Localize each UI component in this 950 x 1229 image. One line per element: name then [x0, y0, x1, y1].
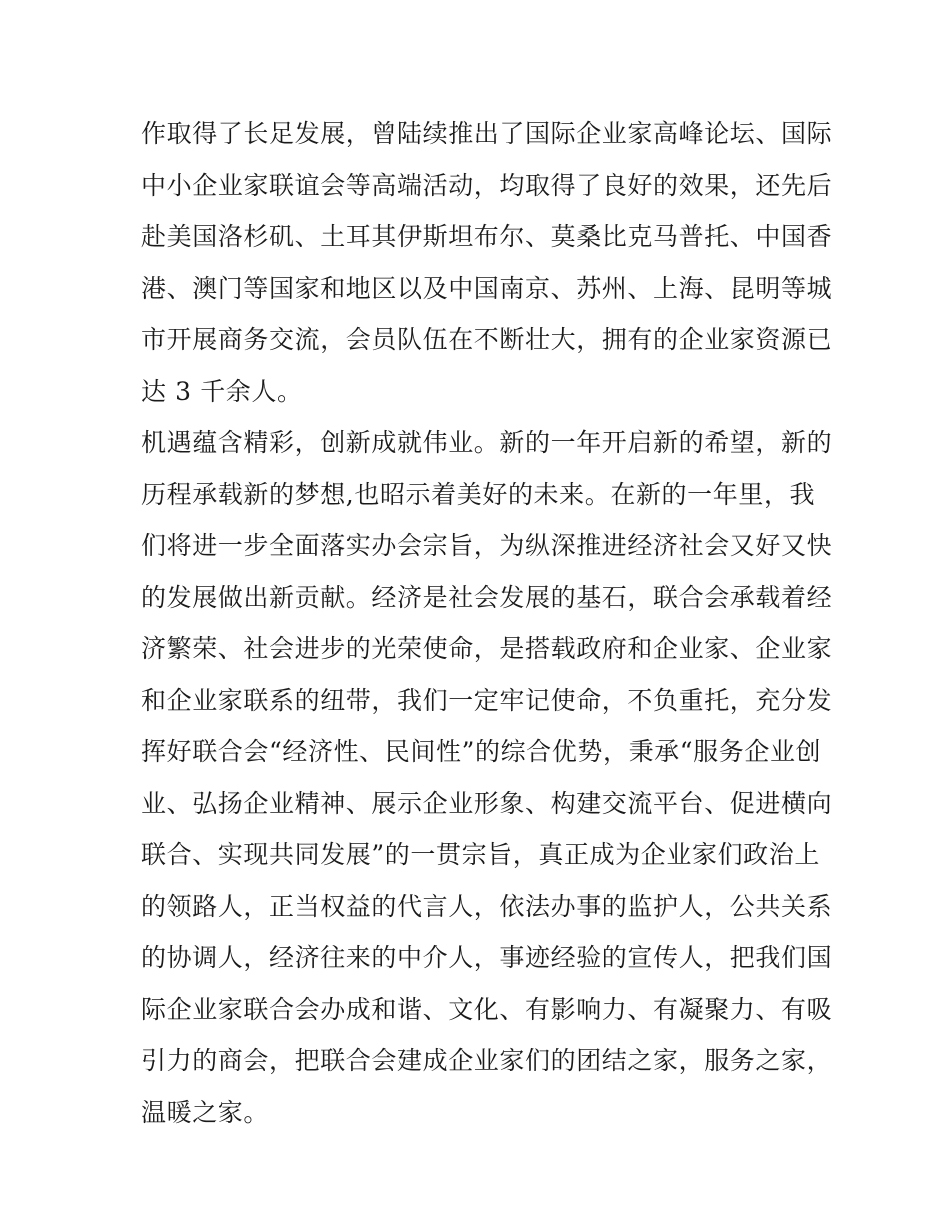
- text-line: 业、弘扬企业精神、展示企业形象、构建交流平台、促进横向: [141, 788, 833, 818]
- document-body: [141, 108, 833, 1138]
- text-line: 的发展做出新贡献。经济是社会发展的基石，联合会承载着经: [141, 582, 833, 612]
- text-line: 中小企业家联谊会等高端活动，均取得了良好的效果，还先后: [141, 170, 833, 200]
- text-line: 的领路人，正当权益的代言人，依法办事的监护人，公共关系: [141, 891, 833, 921]
- paragraph-2: [141, 417, 833, 1138]
- text-line: 赴美国洛杉矶、土耳其伊斯坦布尔、莫桑比克马普托、中国香: [141, 222, 833, 251]
- text-line: 济繁荣、社会进步的光荣使命，是搭载政府和企业家、企业家: [141, 634, 833, 663]
- text-line: 挥好联合会“经济性、民间性”的综合优势，秉承“服务企业创: [141, 737, 822, 766]
- text-line: 温暖之家。: [141, 1097, 270, 1127]
- text-line: 和企业家联系的纽带，我们一定牢记使命，不负重托，充分发: [141, 685, 833, 715]
- text-line: 市开展商务交流，会员队伍在不断壮大，拥有的企业家资源已: [141, 325, 833, 354]
- text-line: 历程承载新的梦想,也昭示着美好的未来。在新的一年里，我: [141, 479, 816, 509]
- text-line: 机遇蕴含精彩，创新成就伟业。新的一年开启新的希望，新的: [141, 428, 833, 457]
- text-line: 们将进一步全面落实办会宗旨，为纵深推进经济社会又好又快: [141, 531, 833, 560]
- paragraph-1: [141, 108, 833, 417]
- text-line: 达 3 千余人。: [141, 376, 303, 406]
- text-line: 引力的商会，把联合会建成企业家们的团结之家，服务之家，: [141, 1046, 833, 1075]
- text-line: 作取得了长足发展，曾陆续推出了国际企业家高峰论坛、国际: [141, 119, 833, 148]
- text-line: 联合、实现共同发展”的一贯宗旨，真正成为企业家们政治上: [141, 840, 820, 869]
- text-line: 际企业家联合会办成和谐、文化、有影响力、有凝聚力、有吸: [141, 994, 833, 1024]
- text-line: 港、澳门等国家和地区以及中国南京、苏州、上海、昆明等城: [141, 273, 833, 303]
- text-line: 的协调人，经济往来的中介人，事迹经验的宣传人，把我们国: [141, 943, 833, 972]
